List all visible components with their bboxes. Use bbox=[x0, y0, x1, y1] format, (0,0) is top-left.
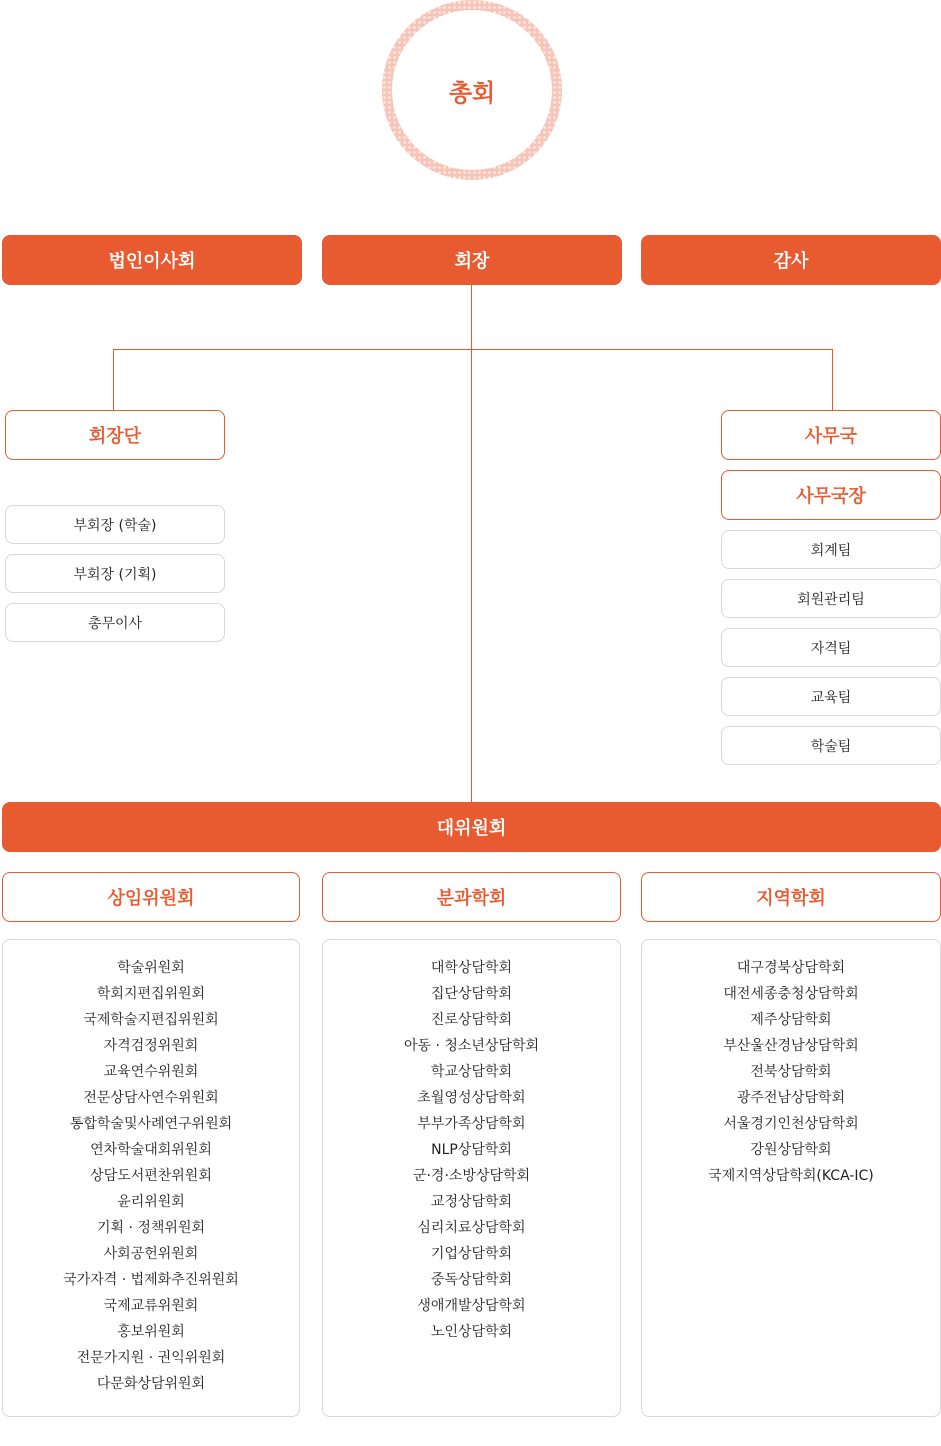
secretariat-label: 사무국 bbox=[804, 426, 858, 447]
list-item: 상담도서편찬위원회 bbox=[90, 1168, 212, 1184]
list-item: 광주전남상담학회 bbox=[736, 1090, 846, 1106]
list-item: 생애개발상담학회 bbox=[417, 1298, 526, 1314]
list-item: 기획 · 정책위원회 bbox=[96, 1220, 206, 1236]
branch-connector-line bbox=[113, 349, 833, 350]
list-item: 학교상담학회 bbox=[430, 1064, 513, 1080]
list-item: 초월영성상담학회 bbox=[417, 1090, 526, 1106]
team-item bbox=[721, 628, 941, 667]
list-item: 군·경·소방상담학회 bbox=[412, 1168, 531, 1184]
list-item: 전북상담학회 bbox=[750, 1064, 832, 1080]
division-society-list bbox=[322, 939, 621, 1417]
general-assembly-node bbox=[392, 10, 552, 170]
list-item: 중독상담학회 bbox=[430, 1272, 513, 1288]
list-item: 부산울산경남상담학회 bbox=[723, 1038, 859, 1054]
division-society-header bbox=[322, 872, 621, 922]
team-item bbox=[721, 726, 941, 765]
list-item: 대전세종충청상담학회 bbox=[723, 986, 859, 1002]
team-item-label: 학술팀 bbox=[810, 738, 852, 755]
list-item: 통합학술및사례연구위원회 bbox=[69, 1116, 233, 1132]
list-item: NLP상담학회 bbox=[431, 1142, 512, 1158]
right-branch-connector bbox=[832, 349, 833, 410]
team-item bbox=[721, 579, 941, 618]
list-item: 학회지편집위원회 bbox=[96, 986, 206, 1002]
secretariat-box bbox=[721, 410, 941, 460]
list-item: 제주상담학회 bbox=[750, 1012, 832, 1028]
list-item: 강원상담학회 bbox=[750, 1142, 832, 1158]
list-item: 노인상담학회 bbox=[430, 1324, 513, 1340]
list-item: 국가자격 · 법제화추진위원회 bbox=[63, 1272, 239, 1288]
secretary-general-box bbox=[721, 470, 941, 520]
presidium-list bbox=[5, 505, 225, 642]
president-box bbox=[322, 235, 622, 285]
list-item: 집단상담학회 bbox=[430, 986, 513, 1002]
list-item: 윤리위원회 bbox=[117, 1194, 185, 1210]
general-assembly-label: 총회 bbox=[448, 78, 496, 107]
list-item: 자격검정위원회 bbox=[103, 1038, 199, 1054]
team-item-label: 회계팀 bbox=[810, 542, 852, 559]
team-item-label: 자격팀 bbox=[810, 640, 852, 657]
list-item: 서울경기인천상담학회 bbox=[723, 1116, 859, 1132]
division-society-title: 분과학회 bbox=[436, 888, 507, 909]
list-item: 다문화상담위원회 bbox=[96, 1376, 206, 1392]
committee-label: 대위원회 bbox=[436, 818, 507, 839]
auditor-label: 감사 bbox=[773, 251, 809, 272]
standing-committee-title: 상임위원회 bbox=[107, 888, 195, 909]
presidium-item bbox=[5, 603, 225, 642]
list-item: 부부가족상담학회 bbox=[417, 1116, 526, 1132]
secretariat-team-list bbox=[721, 530, 941, 765]
list-item: 사회공헌위원회 bbox=[103, 1246, 199, 1262]
board-of-directors-box bbox=[2, 235, 302, 285]
list-item: 교육연수위원회 bbox=[103, 1064, 199, 1080]
board-of-directors-label: 법인이사회 bbox=[108, 251, 196, 272]
team-item bbox=[721, 530, 941, 569]
presidium-box bbox=[5, 410, 225, 460]
regional-society-title: 지역학회 bbox=[756, 888, 826, 909]
list-item: 교정상담학회 bbox=[430, 1194, 513, 1210]
presidium-item bbox=[5, 554, 225, 593]
presidium-label: 회장단 bbox=[88, 426, 142, 447]
list-item: 국제지역상담학회(KCA-IC) bbox=[708, 1168, 874, 1184]
presidium-item bbox=[5, 505, 225, 544]
main-connector-line bbox=[471, 285, 472, 802]
presidium-item-label: 부회장 (기획) bbox=[73, 566, 157, 583]
list-item: 기업상담학회 bbox=[430, 1246, 513, 1262]
left-branch-connector bbox=[113, 349, 114, 410]
president-label: 회장 bbox=[454, 251, 490, 272]
list-item: 국제학술지편집위원회 bbox=[83, 1012, 219, 1028]
list-item: 전문가지원 · 권익위원회 bbox=[76, 1350, 226, 1366]
list-item: 아동 · 청소년상담학회 bbox=[403, 1038, 540, 1054]
team-item-label: 교육팀 bbox=[810, 689, 852, 706]
list-item: 학술위원회 bbox=[117, 960, 185, 976]
team-item-label: 회원관리팀 bbox=[797, 591, 865, 608]
list-item: 진로상담학회 bbox=[430, 1012, 513, 1028]
list-item: 홍보위원회 bbox=[117, 1324, 185, 1340]
auditor-box bbox=[641, 235, 941, 285]
team-item bbox=[721, 677, 941, 716]
presidium-item-label: 부회장 (학술) bbox=[73, 517, 157, 534]
standing-committee-list bbox=[2, 939, 300, 1417]
committee-box bbox=[2, 802, 941, 852]
list-item: 전문상담사연수위원회 bbox=[83, 1090, 219, 1106]
regional-society-list bbox=[641, 939, 941, 1417]
list-item: 심리치료상담학회 bbox=[417, 1220, 526, 1236]
list-item: 연차학술대회위원회 bbox=[90, 1142, 212, 1158]
list-item: 국제교류위원회 bbox=[103, 1298, 199, 1314]
presidium-item-label: 총무이사 bbox=[87, 615, 143, 632]
secretary-general-label: 사무국장 bbox=[796, 486, 866, 507]
list-item: 대학상담학회 bbox=[430, 960, 513, 976]
standing-committee-header bbox=[2, 872, 300, 922]
regional-society-header bbox=[641, 872, 941, 922]
list-item: 대구경북상담학회 bbox=[736, 960, 846, 976]
